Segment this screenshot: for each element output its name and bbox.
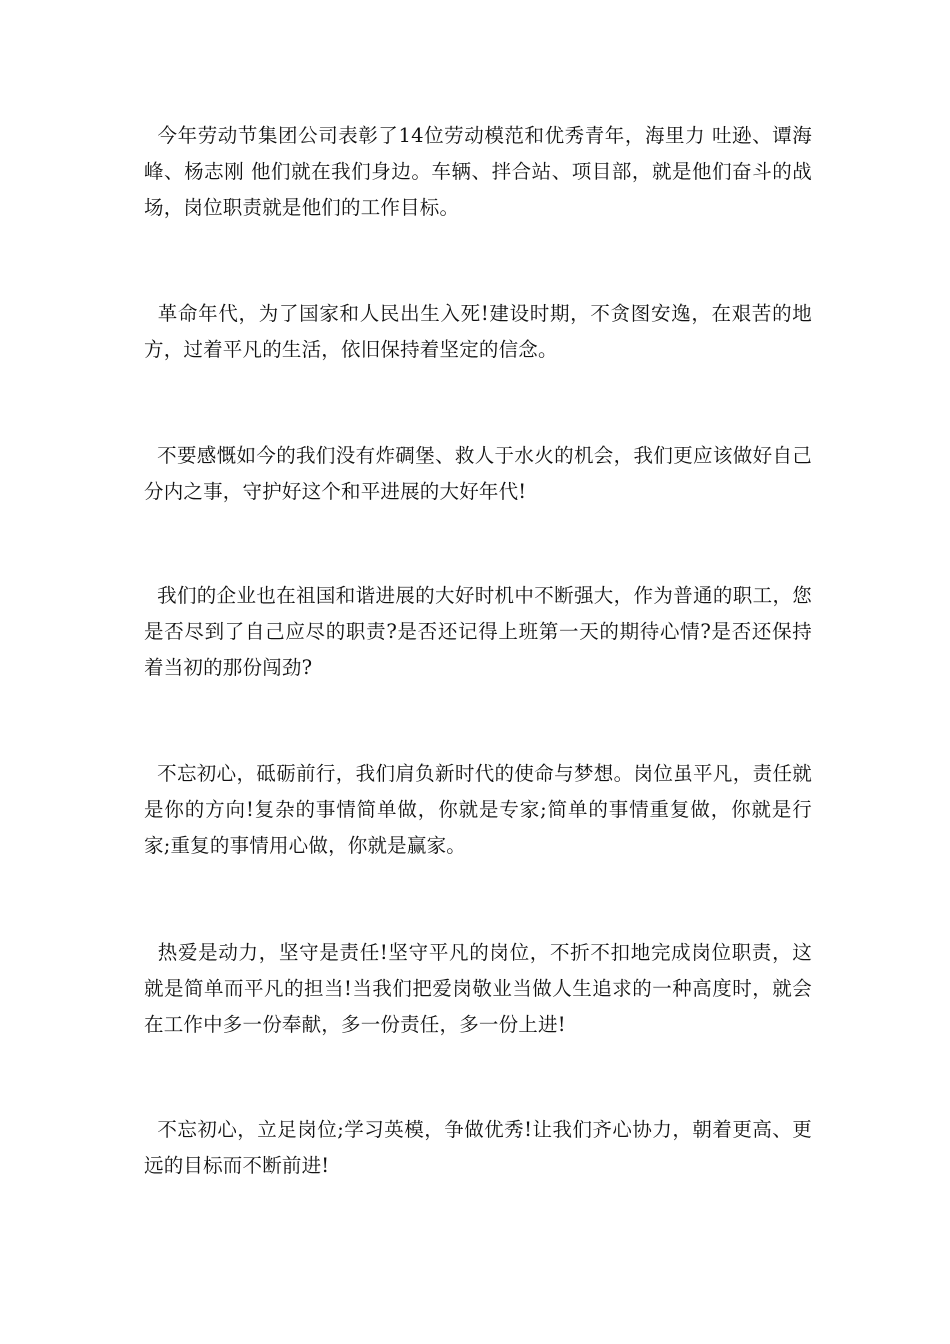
paragraph-original-aspiration: 不忘初心，砥砺前行，我们肩负新时代的使命与梦想。岗位虽平凡，责任就是你的方向!复杂的事情简单做，你就是专家;简单的事情重复做，你就是行家;重复的事情用心做，你就是赢家。 (144, 762, 812, 857)
paragraph-labor-day-honors: 今年劳动节集团公司表彰了14位劳动模范和优秀青年，海里力 吐逊、谭海峰、杨志刚 他们就在我们身边。车辆、拌合站、项目部，就是他们奋斗的战场，岗位职责就是他们的工作目标。 (144, 124, 812, 219)
paragraph-passion-responsibility: 热爱是动力，坚守是责任!坚守平凡的岗位，不折不扣地完成岗位职责，这就是简单而平凡的担当!当我们把爱岗敬业当做人生追求的一种高度时，就会在工作中多一份奉献，多一份责任，多一份上进! (144, 941, 812, 1036)
paragraph-enterprise-growth: 我们的企业也在祖国和谐进展的大好时机中不断强大，作为普通的职工，您是否尽到了自己应尽的职责?是否还记得上班第一天的期待心情?是否还保持着当初的那份闯劲? (144, 584, 812, 679)
paragraph-closing-call: 不忘初心，立足岗位;学习英模，争做优秀!让我们齐心协力，朝着更高、更远的目标而不断前进! (144, 1118, 812, 1177)
paragraph-peaceful-era: 不要感慨如今的我们没有炸碉堡、救人于水火的机会，我们更应该做好自己分内之事，守护好这个和平进展的大好年代! (144, 444, 812, 503)
paragraph-revolutionary-era: 革命年代，为了国家和人民出生入死!建设时期，不贪图安逸，在艰苦的地方，过着平凡的生活，依旧保持着坚定的信念。 (144, 302, 812, 361)
